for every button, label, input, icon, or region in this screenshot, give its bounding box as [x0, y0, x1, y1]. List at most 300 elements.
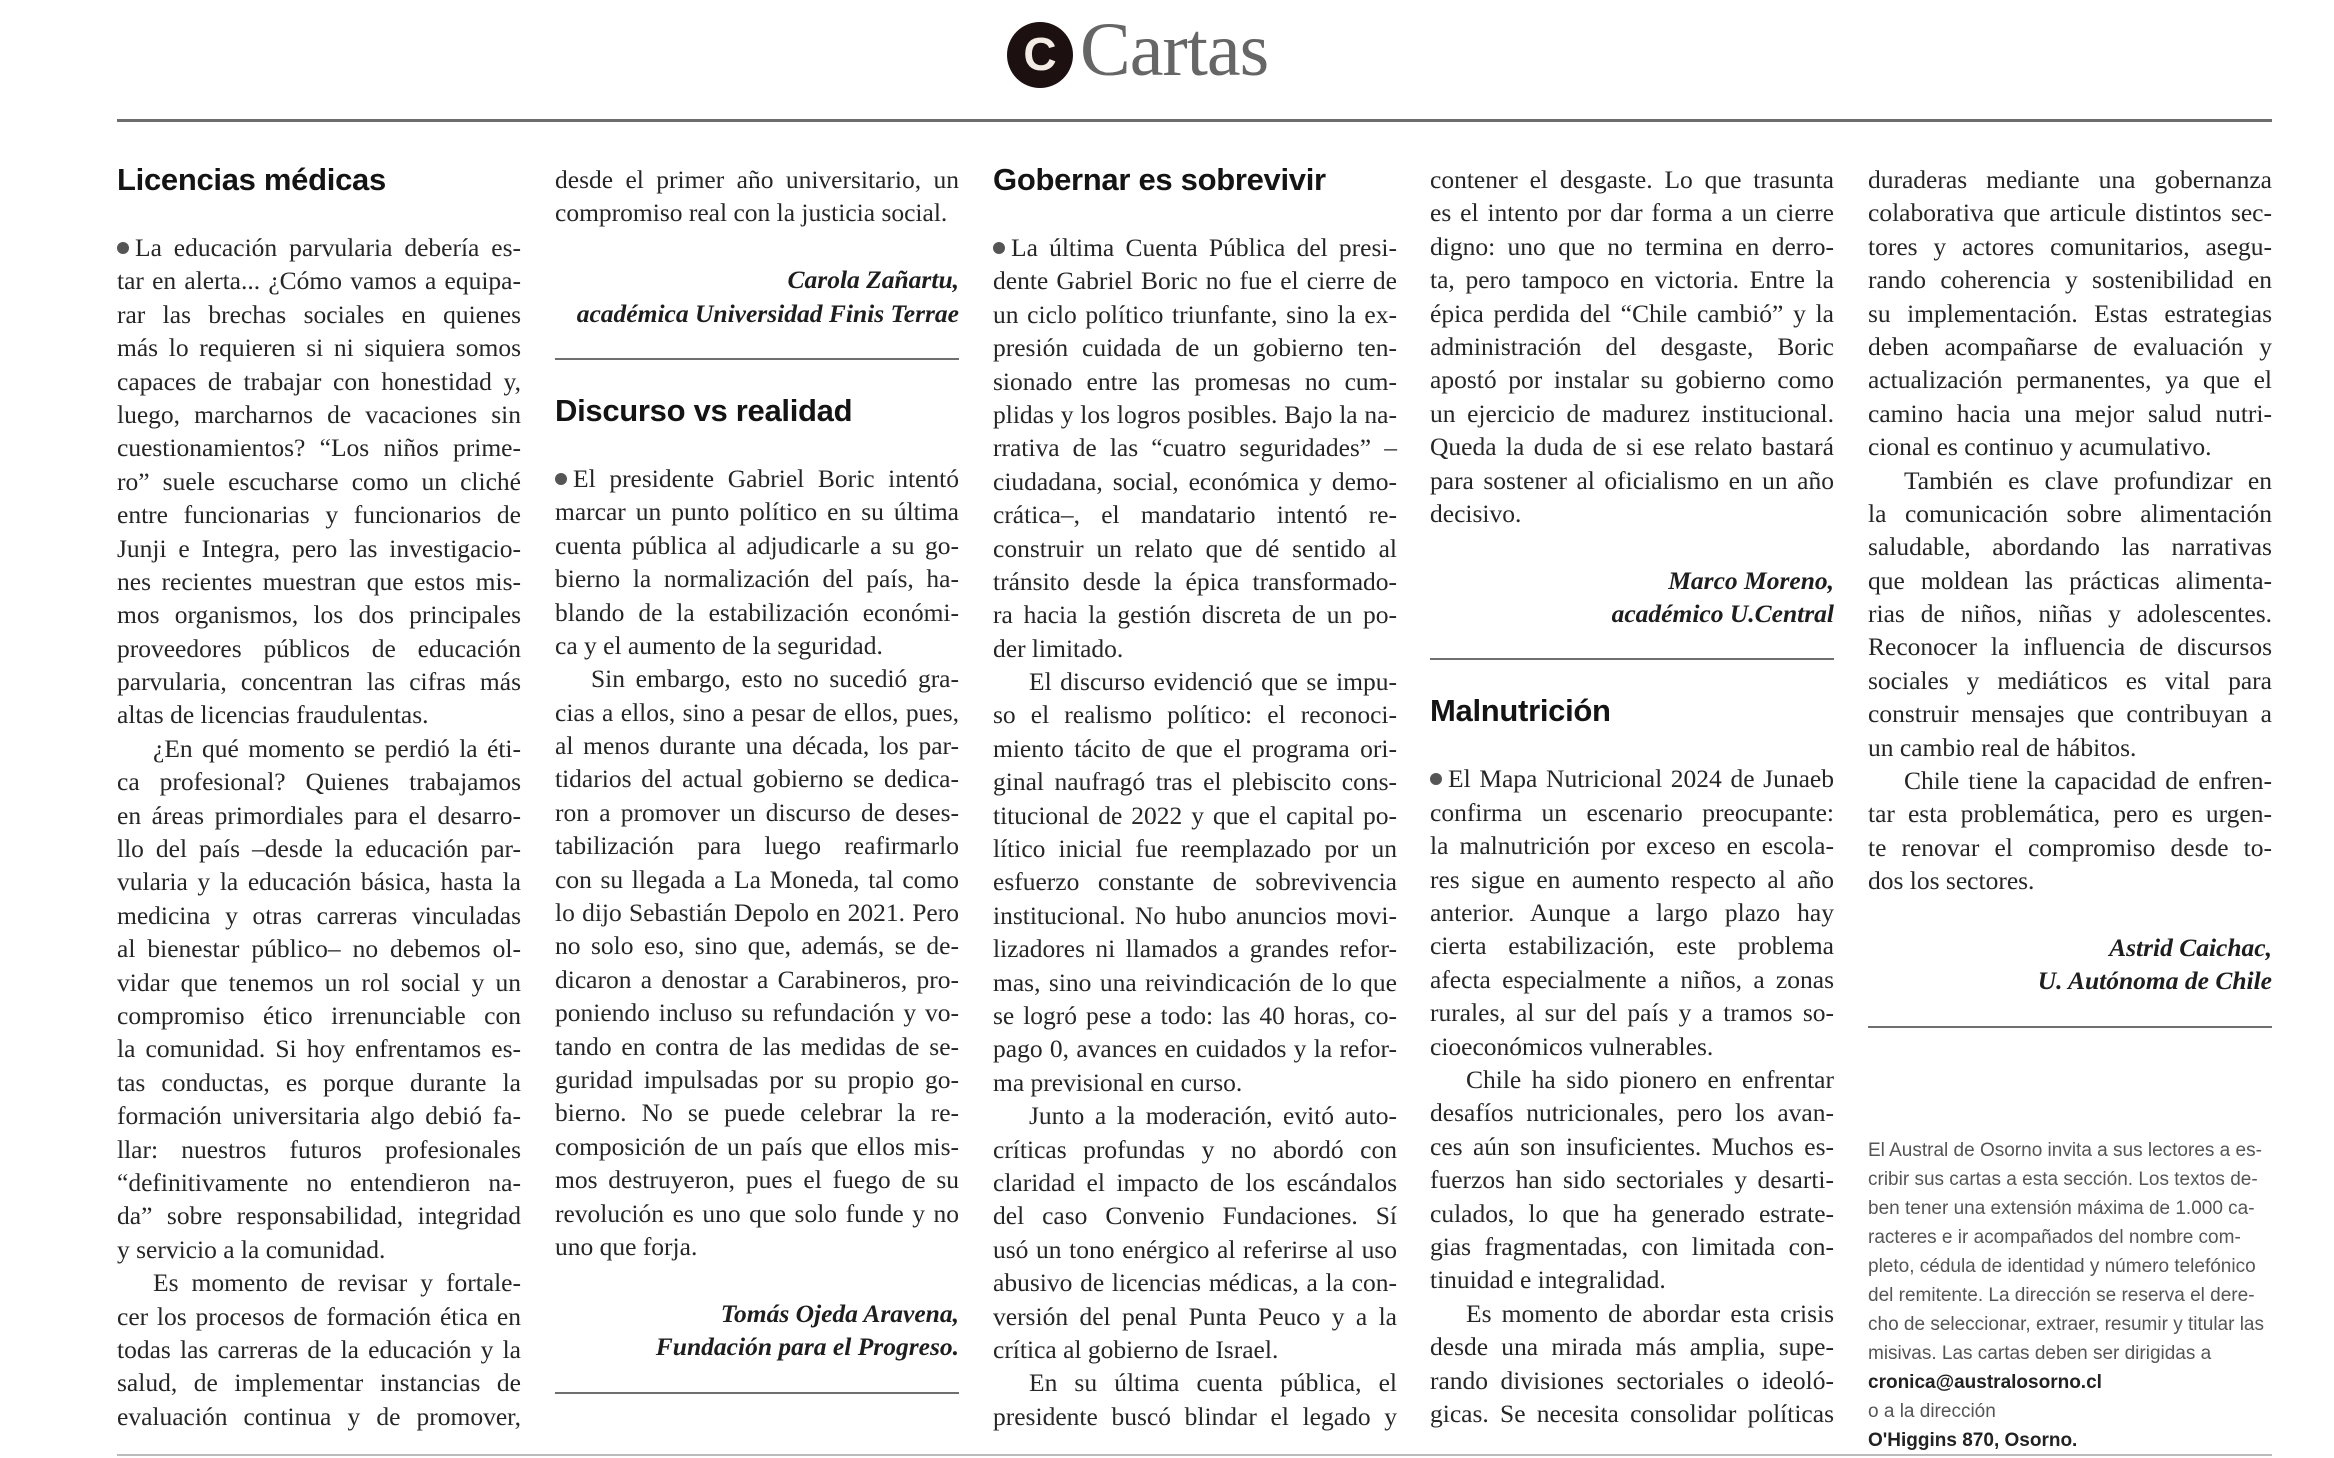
text-line [555, 529, 959, 562]
line-text: duraderas mediante una gobernanza [1868, 165, 2272, 194]
line-text: poniendo incluso su refundación y vo- [555, 998, 959, 1028]
line-text: más lo requieren si ni siquiera somos [117, 333, 521, 363]
letter-title: Malnutrición [1430, 693, 1611, 729]
line-text: marcar un punto político en su última [555, 497, 959, 527]
text-line [1430, 762, 1834, 795]
text-line [555, 829, 959, 862]
line-text: parvularia, concentran las cifras más [117, 667, 521, 697]
line-text: mos destruyeron, pues el fuego de su [555, 1165, 959, 1195]
text-line [1430, 1030, 1834, 1063]
text-line [117, 865, 521, 898]
line-text: U. Autónoma de Chile [2037, 966, 2272, 996]
text-line [555, 1297, 959, 1330]
text-line [555, 1163, 959, 1196]
line-text: Es momento de revisar y fortale- [153, 1268, 521, 1298]
text-line [555, 896, 959, 929]
header-divider [117, 119, 2272, 122]
line-text: fuerzos han sido sectoriales y desarti- [1430, 1165, 1834, 1195]
line-text: del caso Convenio Fundaciones. Sí [993, 1201, 1397, 1231]
column-1 [117, 163, 521, 1433]
line-text: Reconocer la influencia de discursos [1868, 632, 2272, 662]
line-text: luego, marcharnos de vacaciones sin [117, 399, 521, 429]
text-line [993, 966, 1397, 999]
line-text: administración del desgaste, Boric [1430, 331, 1834, 361]
text-line [1430, 196, 1834, 229]
line-text: rrativa de las “cuatro seguridades” – [993, 433, 1397, 463]
line-text: al bienestar público– no debemos ol- [117, 934, 521, 964]
line-text: actualización permanentes, ya que el [1868, 365, 2272, 395]
text-line [993, 398, 1397, 431]
text-line [117, 732, 521, 765]
line-text: rando divisiones sectoriales o ideoló- [1430, 1365, 1834, 1395]
text-line [993, 1233, 1397, 1266]
line-text: ca y el aumento de la seguridad. [555, 630, 883, 660]
letter-signature [1430, 564, 1834, 631]
line-text: anterior. Aunque a largo plazo hay [1430, 898, 1834, 928]
column-2 [555, 163, 959, 1394]
text-line [1430, 363, 1834, 396]
text-line [1868, 230, 2272, 263]
text-line [993, 298, 1397, 331]
text-line [993, 899, 1397, 932]
text-line [1868, 397, 2272, 430]
line-text: revolución es uno que solo funde y no [555, 1198, 959, 1228]
letter-paragraph [993, 231, 1397, 665]
column-3 [993, 163, 1397, 1433]
text-line [555, 629, 959, 662]
line-text: formación universitaria algo debió fa- [117, 1101, 521, 1131]
text-line [1430, 1230, 1834, 1263]
letter-paragraph [555, 662, 959, 1263]
letter-paragraph [555, 462, 959, 662]
text-line [117, 899, 521, 932]
line-text: composición de un país que ellos mis- [555, 1131, 959, 1161]
text-line [1430, 297, 1834, 330]
line-text: todas las carreras de la educación y la [117, 1334, 521, 1364]
letter-title: Discurso vs realidad [555, 392, 853, 428]
text-line [1868, 831, 2272, 864]
line-text: lizadores ni llamados a grandes refor- [993, 934, 1397, 964]
text-line [993, 1266, 1397, 1299]
line-text: gias fragmentadas, con limitada con- [1430, 1231, 1834, 1261]
line-text: digno: uno que no termina en derro- [1430, 231, 1834, 261]
text-line [555, 863, 959, 896]
letter-divider [555, 358, 959, 360]
line-text: camino hacia una mejor salud nutri- [1868, 398, 2272, 428]
text-line [555, 462, 959, 495]
letter-signature [555, 1297, 959, 1364]
line-text: tidarios del actual gobierno se dedica- [555, 764, 959, 794]
letter-paragraph [555, 163, 959, 230]
text-line [1430, 564, 1834, 597]
line-text: la malnutrición por exceso en escola- [1430, 831, 1834, 861]
text-line [555, 762, 959, 795]
line-text: altas de licencias fraudulentas. [117, 700, 429, 730]
text-line [555, 495, 959, 528]
column-4 [1430, 163, 1834, 1430]
line-text: vularia y la educación básica, hasta la [117, 867, 521, 897]
text-line [117, 1133, 521, 1166]
text-line [1430, 1197, 1834, 1230]
text-line [1868, 430, 2272, 463]
line-text: deben acompañarse de evaluación y [1868, 331, 2272, 361]
letter-paragraph [1868, 764, 2272, 898]
text-line [993, 1366, 1397, 1399]
text-line [993, 1400, 1397, 1433]
line-text: su implementación. Estas estrategias [1868, 298, 2272, 328]
text-line [117, 1266, 521, 1299]
line-text: vidar que tenemos un rol social y un [117, 967, 521, 997]
text-line [993, 832, 1397, 865]
line-text: mas, sino una reivindicación de lo que [993, 967, 1397, 997]
notice-line: o a la dirección [1868, 1400, 1996, 1422]
line-text: compromiso real con la justicia social. [555, 198, 948, 228]
text-line [1430, 963, 1834, 996]
line-text: blando de la estabilización económi- [555, 597, 959, 627]
text-line [1430, 163, 1834, 196]
line-text: Fundación para el Progreso. [655, 1332, 959, 1362]
text-line [1430, 430, 1834, 463]
text-line [555, 263, 959, 296]
line-text: compromiso ético irrenunciable con [117, 1000, 521, 1030]
text-line [1430, 896, 1834, 929]
text-line [555, 929, 959, 962]
line-text: en áreas primordiales para el desarro- [117, 800, 521, 830]
line-text: crática–, el mandatario intentó re- [993, 500, 1397, 530]
notice-line: pleto, cédula de identidad y número telefónico [1868, 1255, 2256, 1277]
line-text: construir un relato que dé sentido al [993, 533, 1397, 563]
line-text: La última Cuenta Pública del presi- [1011, 233, 1397, 262]
line-text: rar las brechas sociales en quienes [117, 299, 521, 329]
line-text: pago 0, avances en cuidados y la refor- [993, 1034, 1397, 1064]
letter-paragraph [1430, 1063, 1834, 1297]
line-text: sociales y mediáticos es vital para [1868, 665, 2272, 695]
line-text: versión del penal Punta Peuco y a la [993, 1301, 1397, 1331]
line-text: También es clave profundizar en [1904, 465, 2272, 495]
text-line [1868, 664, 2272, 697]
line-text: Astrid Caichac, [2109, 932, 2272, 962]
text-line [1430, 330, 1834, 363]
line-text: ciudadana, social, económica y demo- [993, 466, 1397, 496]
letter-divider [1868, 1026, 2272, 1028]
line-text: so el realismo político: el reconoci- [993, 700, 1397, 730]
line-text: es el intento por dar forma a un cierre [1430, 198, 1834, 228]
line-text: un ejercicio de madurez institucional. [1430, 398, 1834, 428]
text-line [555, 1330, 959, 1363]
line-text: que moldean las prácticas alimenta- [1868, 565, 2272, 595]
notice-line: del remitente. La dirección se reserva el dere- [1868, 1284, 2255, 1306]
line-text: se logró pese a todo: las 40 horas, co- [993, 1000, 1397, 1030]
line-text: Chile tiene la capacidad de enfren- [1904, 766, 2272, 796]
text-line [993, 1300, 1397, 1333]
text-line [1430, 1163, 1834, 1196]
line-text: Queda la duda de si ese relato bastará [1430, 432, 1834, 462]
line-text: te renovar el compromiso desde to- [1868, 832, 2272, 862]
line-text: Junji e Integra, pero las investigacio- [117, 533, 521, 563]
text-line [555, 1030, 959, 1063]
bullet-icon [1430, 773, 1442, 785]
line-text: presión cuidada de un gobierno ten- [993, 333, 1397, 363]
line-text: la comunicación sobre alimentación [1868, 498, 2272, 528]
line-text: dente Gabriel Boric no fue el cierre de [993, 266, 1397, 296]
line-text: críticas profundas y no abordó con [993, 1134, 1397, 1164]
text-line [1430, 263, 1834, 296]
letter-paragraph [117, 732, 521, 1266]
text-line [1868, 530, 2272, 563]
text-line [117, 365, 521, 398]
line-text: un ciclo político triunfante, sino la ex- [993, 299, 1397, 329]
letter-paragraph [1430, 163, 1834, 530]
letter-title: Licencias médicas [117, 162, 386, 197]
line-text: tabilización para luego reafirmarlo [555, 831, 959, 861]
text-line [555, 1130, 959, 1163]
line-text: usó un tono enérgico al referirse al uso [993, 1234, 1397, 1264]
letter-paragraph [1868, 464, 2272, 765]
letter-paragraph [1868, 163, 2272, 464]
line-text: cioeconómicos vulnerables. [1430, 1031, 1714, 1061]
line-text: institucional. No hubo anuncios movi- [993, 900, 1397, 930]
text-line [117, 799, 521, 832]
text-line [993, 565, 1397, 598]
line-text: Marco Moreno, [1668, 565, 1834, 595]
line-text: Carola Zañartu, [787, 265, 959, 295]
line-text: apostó por instalar su gobierno como [1430, 365, 1834, 395]
text-line [993, 999, 1397, 1032]
bullet-icon [555, 473, 567, 485]
line-text: confirma un escenario preocupante: [1430, 797, 1834, 827]
line-text: titucional de 2022 y que el capital po- [993, 800, 1397, 830]
line-text: nes recientes muestran que estos mis- [117, 566, 521, 596]
text-line [117, 1400, 521, 1433]
text-line [1430, 1330, 1834, 1363]
line-text: proveedores públicos de educación [117, 633, 521, 663]
postal-address: O'Higgins 870, Osorno. [1868, 1429, 2078, 1451]
text-line [117, 264, 521, 297]
line-text: decisivo. [1430, 498, 1522, 528]
line-text: contener el desgaste. Lo que trasunta [1430, 165, 1834, 194]
line-text: El Mapa Nutricional 2024 de Junaeb [1448, 764, 1834, 794]
text-line [1868, 797, 2272, 830]
text-line [993, 632, 1397, 665]
text-line [1868, 597, 2272, 630]
text-line [117, 632, 521, 665]
bullet-icon [117, 242, 129, 254]
text-line [117, 765, 521, 798]
line-text: capaces de trabajar con honestidad y, [117, 366, 521, 396]
text-line [1868, 330, 2272, 363]
text-line [993, 465, 1397, 498]
line-text: llar: nuestros futuros profesionales [117, 1134, 521, 1164]
text-line [555, 297, 959, 330]
text-line [117, 398, 521, 431]
text-line [117, 532, 521, 565]
line-text: ginal naufragó tras el plebiscito cons- [993, 767, 1397, 797]
line-text: sionado entre las promesas no cum- [993, 366, 1397, 396]
line-text: ca profesional? Quienes trabajamos [117, 767, 521, 797]
section-logo-icon: C [1007, 22, 1073, 88]
text-line [555, 1063, 959, 1096]
text-line [993, 1166, 1397, 1199]
text-line [117, 465, 521, 498]
line-text: culados, lo que ha generado estrate- [1430, 1198, 1834, 1228]
line-text: al menos durante una década, los par- [555, 731, 959, 761]
line-text: guridad impulsadas por su propio go- [555, 1064, 959, 1094]
line-text: salud, de implementar instancias de [117, 1368, 521, 1398]
line-text: cuestionamientos? “Los niños prime- [117, 433, 521, 463]
line-text: esfuerzo constante de sobrevivencia [993, 867, 1397, 897]
notice-line: cho de seleccionar, extraer, resumir y titular las [1868, 1313, 2265, 1335]
line-text: construir mensajes que contribuyan a [1868, 699, 2272, 729]
line-text: académica Universidad Finis Terrae [576, 298, 959, 328]
text-line [993, 732, 1397, 765]
notice-line: El Austral de Osorno invita a sus lectores a es- [1868, 1139, 2262, 1161]
text-line [993, 799, 1397, 832]
line-text: uno que forja. [555, 1231, 698, 1261]
text-line [993, 932, 1397, 965]
line-text: rias de niños, niñas y adolescentes. [1868, 599, 2272, 629]
section-title: Cartas [1080, 8, 1269, 92]
line-text: crítica al gobierno de Israel. [993, 1334, 1279, 1364]
submission-notice [1868, 1136, 2272, 1455]
text-line [555, 196, 959, 229]
line-text: llo del país –desde la educación par- [117, 834, 521, 864]
line-text: “definitivamente no entendieron na- [117, 1167, 521, 1197]
text-line [1430, 464, 1834, 497]
text-line [993, 1199, 1397, 1232]
text-line [993, 1066, 1397, 1099]
text-line [555, 996, 959, 1029]
line-text: tinuidad e integralidad. [1430, 1265, 1666, 1295]
line-text: gicas. Se necesita consolidar políticas [1430, 1398, 1834, 1428]
line-text: rando coherencia y sostenibilidad en [1868, 265, 2272, 295]
line-text: plidas y los logros posibles. Bajo la na- [993, 399, 1397, 429]
line-text: mos organismos, los dos principales [117, 600, 521, 630]
text-line [555, 729, 959, 762]
letter-title: Gobernar es sobrevivir [993, 162, 1326, 197]
letter-paragraph [117, 231, 521, 732]
text-line [993, 1032, 1397, 1065]
text-line [117, 298, 521, 331]
text-line [993, 698, 1397, 731]
text-line [555, 662, 959, 695]
line-text: bierno la normalización del país, ha- [555, 564, 959, 594]
contact-email-link[interactable]: cronica@australosorno.cl [1868, 1371, 2102, 1393]
bullet-icon [993, 242, 1005, 254]
line-text: ta, pero tampoco en victoria. Entre la [1430, 265, 1834, 295]
line-text: presidente buscó blindar el legado y [993, 1401, 1397, 1431]
text-line [1868, 864, 2272, 897]
text-line [555, 1096, 959, 1129]
line-text: desde el primer año universitario, un [555, 165, 959, 194]
text-line [1868, 163, 2272, 196]
text-line [117, 1300, 521, 1333]
line-text: tar en alerta... ¿Cómo vamos a equipa- [117, 266, 521, 296]
column-5 [1868, 163, 2272, 1455]
footer-divider [117, 1454, 2272, 1456]
text-line [993, 498, 1397, 531]
line-text: Sin embargo, esto no sucedió gra- [591, 664, 959, 694]
line-text: saludable, abordando las narrativas [1868, 532, 2272, 562]
text-line [1868, 630, 2272, 663]
letter-paragraph [993, 1366, 1397, 1433]
text-line [993, 365, 1397, 398]
text-line [117, 932, 521, 965]
letter-paragraph [993, 665, 1397, 1099]
line-text: ma previsional en curso. [993, 1067, 1243, 1097]
text-line [117, 1166, 521, 1199]
text-line [117, 498, 521, 531]
line-text: y servicio a la comunidad. [117, 1234, 386, 1264]
text-line [1430, 1063, 1834, 1096]
line-text: tas conductas, es porque durante la [117, 1067, 521, 1097]
line-text: der limitado. [993, 633, 1124, 663]
text-line [1430, 397, 1834, 430]
notice-line: racteres e ir acompañados del nombre com- [1868, 1226, 2241, 1248]
text-line [1868, 764, 2272, 797]
text-line [1868, 697, 2272, 730]
line-text: cer los procesos de formación ética en [117, 1301, 521, 1331]
line-text: En su última cuenta pública, el [1029, 1368, 1397, 1398]
line-text: Chile ha sido pionero en enfrentar [1466, 1064, 1834, 1094]
line-text: dicaron a denostar a Carabineros, pro- [555, 964, 959, 994]
line-text: ces aún son insuficientes. Muchos es- [1430, 1131, 1834, 1161]
line-text: no solo eso, sino que, además, se de- [555, 931, 959, 961]
line-text: El discurso evidenció que se impu- [1029, 667, 1397, 697]
text-line [555, 1230, 959, 1263]
line-text: colaborativa que articule distintos sec- [1868, 198, 2272, 228]
line-text: desde una mirada más amplia, supe- [1430, 1332, 1834, 1362]
text-line [117, 1199, 521, 1232]
line-text: La educación parvularia debería es- [135, 233, 521, 262]
text-line [1430, 1397, 1834, 1430]
letter-paragraph [1430, 762, 1834, 1063]
text-line [555, 163, 959, 196]
text-line [1868, 464, 2272, 497]
line-text: cias a ellos, sino a pesar de ellos, pues, [555, 697, 959, 727]
line-text: abusivo de licencias médicas, a la con- [993, 1268, 1397, 1298]
text-line [1430, 497, 1834, 530]
text-line [1868, 263, 2272, 296]
line-text: afecta especialmente a niños, a zonas [1430, 964, 1834, 994]
text-line [1868, 964, 2272, 997]
text-line [1868, 731, 2272, 764]
text-line [555, 1197, 959, 1230]
line-text: evaluación continua y de promover, [117, 1401, 521, 1431]
text-line [1430, 1263, 1834, 1296]
text-line [1430, 1297, 1834, 1330]
letter-divider [1430, 658, 1834, 660]
line-text: cional es continuo y acumulativo. [1868, 432, 2212, 462]
text-line [1430, 1130, 1834, 1163]
line-text: tores y actores comunitarios, asegu- [1868, 231, 2272, 261]
text-line [1868, 931, 2272, 964]
text-line [117, 565, 521, 598]
text-line [117, 1066, 521, 1099]
text-line [1430, 796, 1834, 829]
text-line [1868, 363, 2272, 396]
text-line [117, 1366, 521, 1399]
text-line [117, 1333, 521, 1366]
line-text: da” sobre responsabilidad, integridad [117, 1201, 521, 1231]
text-line [993, 431, 1397, 464]
text-line [1430, 863, 1834, 896]
text-line [1430, 929, 1834, 962]
text-line [1430, 1364, 1834, 1397]
line-text: res sigue en aumento respecto al año [1430, 864, 1834, 894]
line-text: para sostener al oficialismo en un año [1430, 465, 1834, 495]
text-line [555, 963, 959, 996]
text-line [117, 431, 521, 464]
